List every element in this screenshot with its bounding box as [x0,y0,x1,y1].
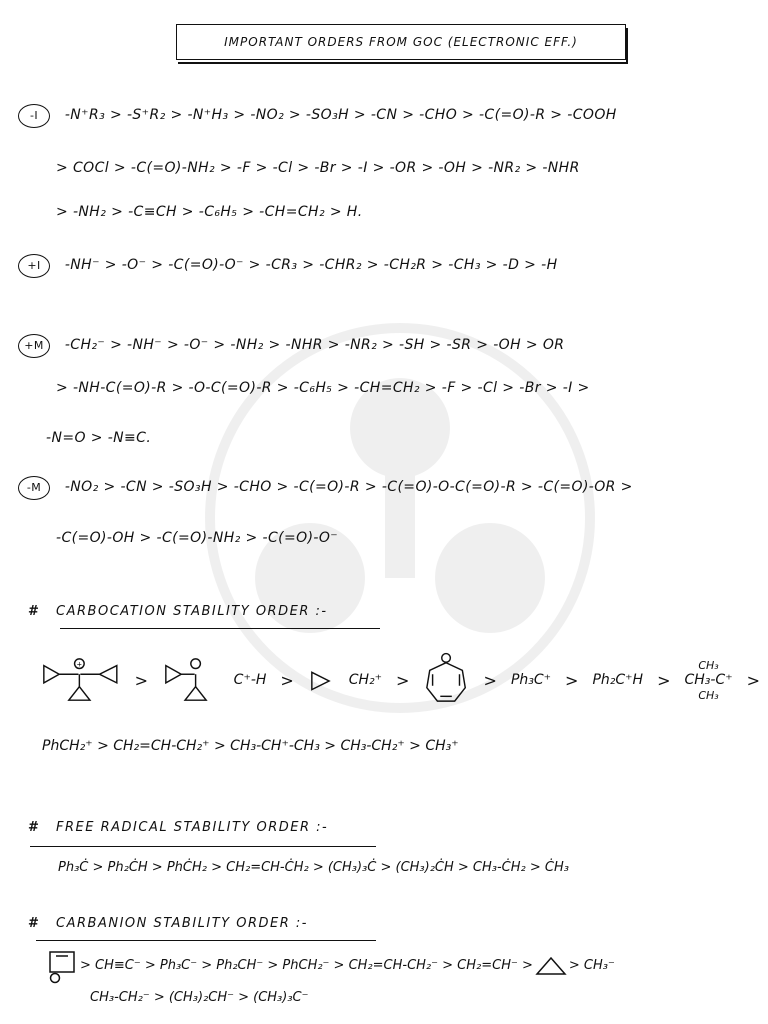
cyclopropylmethyl-icon [308,662,335,698]
carbanion-row-2 [90,990,768,1005]
plus-i-label: +I [18,254,50,278]
cc-gt-3: > [396,670,410,690]
minus-i-order-2: > COCl > -C(=O)-NH₂ > -F > -Cl > -Br > -I > -OR > -OH > -NR₂ > -NHR [56,160,580,176]
carbocation-row-2 [42,738,762,754]
cc-ph2ch: Ph₂C⁺H [592,672,644,688]
minus-m-order-2: -C(=O)-OH > -C(=O)-NH₂ > -C(=O)-O⁻ [56,530,339,546]
minus-i-order-3: > -NH₂ > -C≡CH > -C₆H₅ > -CH=CH₂ > H. [56,204,363,220]
plus-i-line-1 [18,254,758,278]
minus-m-label: -M [18,476,50,500]
minus-m-order-1: -NO₂ > -CN > -SO₃H > -CHO > -C(=O)-R > -C(=O)-O-C(=O)-R > -C(=O)-OR > [64,479,633,495]
plus-m-line-3 [46,430,768,446]
svg-text:+: + [76,660,83,669]
plus-m-line-2 [56,380,768,396]
plus-m-label: +M [18,334,50,358]
carbocation-heading: # CARBOCATION STABILITY ORDER :- [28,604,328,619]
tert-butyl-cation [684,658,732,703]
tbu-mid: CH₃-C⁺ [684,671,733,688]
cyclopentadienyl-anion-icon [46,946,80,984]
free-radical-order: Ph₃Ċ > Ph₂ĊH > PhĊH₂ > CH₂=CH-ĊH₂ > (CH₃)₃Ċ > (CH₃)₂ĊH > CH₃-ĊH₂ > ĊH₃ [58,860,569,875]
tricyclopropyl-carbocation-icon [40,655,121,705]
carbanion-heading-text: CARBANION STABILITY ORDER :- [56,916,308,931]
plus-m-order-3: -N=O > -N≡C. [46,430,152,446]
carbanion-order-1-end: > CH₃⁻ [568,957,615,973]
carbocation-heading-text: CARBOCATION STABILITY ORDER :- [56,604,328,619]
plus-i-order-1: -NH⁻ > -O⁻ > -C(=O)-O⁻ > -CR₃ > -CHR₂ > -CH₂R > -CH₃ > -D > -H [64,257,558,273]
free-radical-heading: # FREE RADICAL STABILITY ORDER :- [28,820,329,835]
free-radical-heading-text: FREE RADICAL STABILITY ORDER :- [56,820,329,835]
minus-i-line-2 [56,160,768,176]
dicyclopropyl-carbocation-icon [162,655,220,705]
cc-gt-5: > [565,670,579,690]
cc-ph3c: Ph₃C⁺ [510,672,552,688]
carbanion-heading: # CARBANION STABILITY ORDER :- [28,916,308,931]
minus-m-line-2 [56,530,768,546]
minus-i-line-3 [56,204,768,220]
page-title: IMPORTANT ORDERS FROM GOC (ELECTRONIC EFF.) [176,24,626,60]
cyclopropyl-anion-icon [533,950,569,980]
plus-m-order-2: > -NH-C(=O)-R > -O-C(=O)-R > -C₆H₅ > -CH=CH₂ > -F > -Cl > -Br > -I > [56,380,590,396]
carbocation-order-2: PhCH₂⁺ > CH₂=CH-CH₂⁺ > CH₃-CH⁺-CH₃ > CH₃-CH₂⁺ > CH₃⁺ [42,738,459,754]
carbanion-underline [36,940,376,941]
carbocation-row-1 [40,650,760,710]
tropylium-ring-icon [423,652,469,708]
free-radical-row [58,860,768,875]
tbu-top: CH₃ [698,658,719,672]
carbocation-underline [60,628,380,629]
cc-ch-label: C⁺-H [233,672,267,688]
cc-gt-4: > [483,670,497,690]
cc-gt-1: > [134,670,149,690]
carbanion-order-1: > CH≡C⁻ > Ph₃C⁻ > Ph₂CH⁻ > PhCH₂⁻ > CH₂=CH-CH₂⁻ > CH₂=CH⁻ > [80,957,533,973]
cc-gt-2: > [280,670,294,690]
carbanion-row-1 [46,946,766,984]
minus-i-label: -I [18,104,50,128]
minus-m-line-1 [18,476,758,500]
free-radical-underline [30,846,376,847]
minus-i-line-1 [18,104,758,128]
plus-m-order-1: -CH₂⁻ > -NH⁻ > -O⁻ > -NH₂ > -NHR > -NR₂ > -SH > -SR > -OH > OR [64,337,565,353]
cc-ch2-label: CH₂⁺ [348,672,383,688]
cc-gt-6: > [657,670,671,690]
carbanion-order-2: CH₃-CH₂⁻ > (CH₃)₂CH⁻ > (CH₃)₃C⁻ [90,990,309,1005]
cc-gt-7: > [746,670,761,690]
minus-i-order-1: -N⁺R₃ > -S⁺R₂ > -N⁺H₃ > -NO₂ > -SO₃H > -CN > -CHO > -C(=O)-R > -COOH [64,107,617,123]
tbu-bottom: CH₃ [698,688,719,702]
plus-m-line-1 [18,334,758,358]
